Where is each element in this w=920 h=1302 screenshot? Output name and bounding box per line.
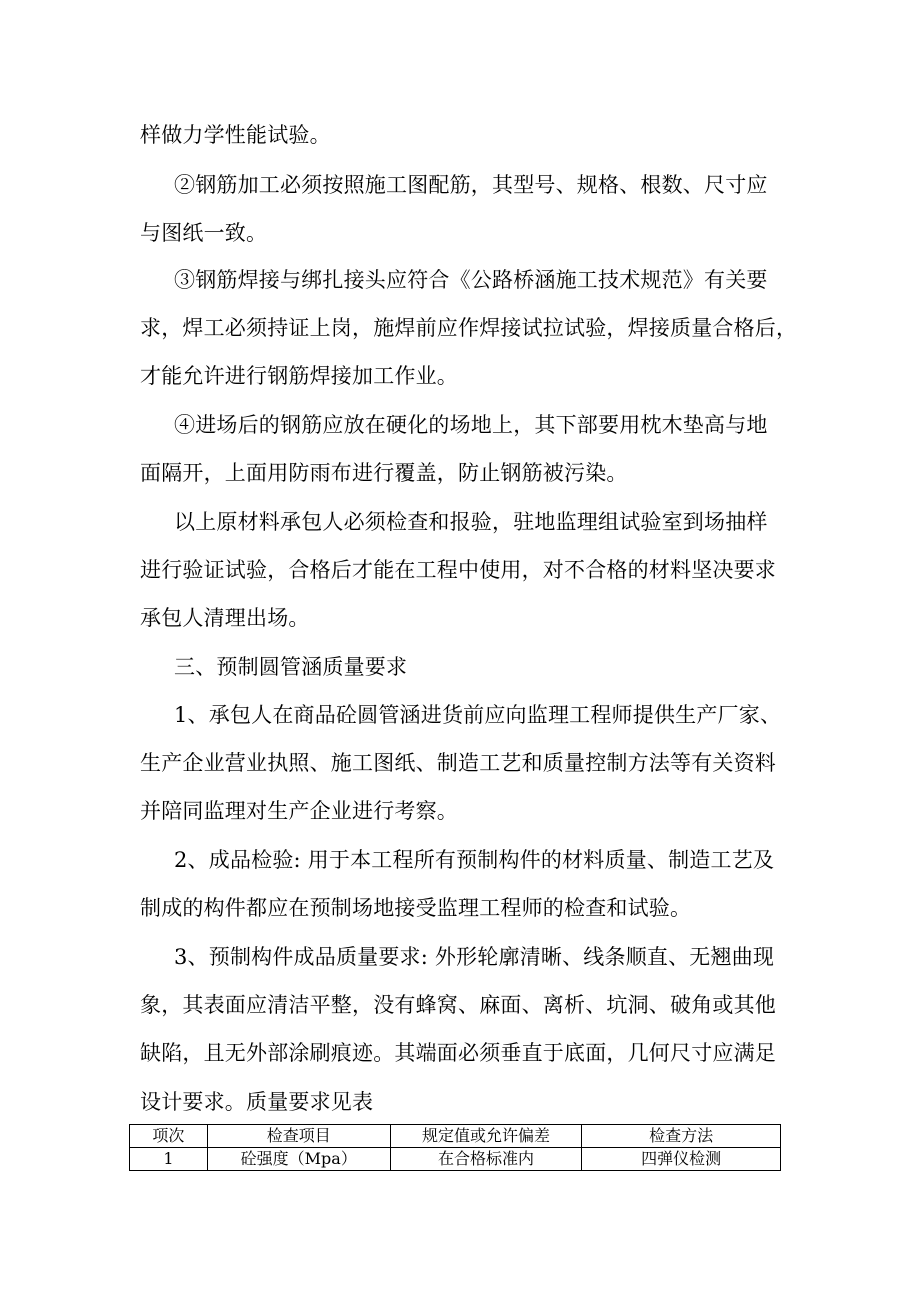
table-cell: 砼强度（Mpa）: [207, 1148, 390, 1171]
paragraph-line: ③钢筋焊接与绑扎接头应符合《公路桥涵施工技术规范》有关要: [174, 268, 768, 292]
table-cell: 四弹仪检测: [582, 1148, 781, 1171]
paragraph-line: 与图纸一致。: [140, 221, 268, 245]
paragraph-line: 面隔开，上面用防雨布进行覆盖，防止钢筋被污染。: [140, 461, 628, 485]
paragraph-line: 才能允许进行钢筋焊接加工作业。: [140, 364, 458, 388]
paragraph-line: 象，其表面应清洁平整，没有蜂窝、麻面、离析、坑洞、破角或其他: [140, 993, 776, 1017]
table-header-cell: 检查项目: [207, 1125, 390, 1148]
table-cell: 1: [130, 1148, 208, 1171]
table-header-row: [130, 1125, 781, 1148]
paragraph-line: 设计要求。质量要求见表: [140, 1090, 374, 1114]
table-header-cell: 检查方法: [582, 1125, 781, 1148]
paragraph-line: ②钢筋加工必须按照施工图配筋，其型号、规格、根数、尺寸应: [174, 173, 768, 197]
paragraph-line: 生产企业营业执照、施工图纸、制造工艺和质量控制方法等有关资料: [140, 751, 776, 775]
paragraph-line: 2、成品检验: 用于本工程所有预制构件的材料质量、制造工艺及: [174, 848, 775, 872]
paragraph-line: 承包人清理出场。: [140, 606, 310, 630]
paragraph-line: ④进场后的钢筋应放在硬化的场地上，其下部要用枕木垫高与地: [174, 413, 768, 437]
paragraph-line: 进行验证试验，合格后才能在工程中使用，对不合格的材料坚决要求: [140, 558, 776, 582]
section-heading: 三、预制圆管涵质量要求: [174, 655, 408, 679]
table-header-cell: 规定值或允许偏差: [390, 1125, 582, 1148]
table-row: [130, 1148, 781, 1171]
paragraph-line: 样做力学性能试验。: [140, 123, 331, 147]
paragraph-line: 求，焊工必须持证上岗，施焊前应作焊接试拉试验，焊接质量合格后，: [140, 316, 798, 340]
paragraph-line: 3、预制构件成品质量要求: 外形轮廓清晰、线条顺直、无翘曲现: [174, 945, 775, 969]
paragraph-line: 制成的构件都应在预制场地接受监理工程师的检查和试验。: [140, 896, 692, 920]
paragraph-line: 以上原材料承包人必须检查和报验，驻地监理组试验室到场抽样: [174, 510, 768, 534]
table-cell: 在合格标准内: [390, 1148, 582, 1171]
quality-requirements-table: [129, 1124, 781, 1171]
paragraph-line: 并陪同监理对生产企业进行考察。: [140, 799, 458, 823]
paragraph-line: 1、承包人在商品砼圆管涵进货前应向监理工程师提供生产厂家、: [174, 703, 782, 727]
paragraph-line: 缺陷，且无外部涂刷痕迹。其端面必须垂直于底面，几何尺寸应满足: [140, 1041, 776, 1065]
table-header-cell: 项次: [130, 1125, 208, 1148]
